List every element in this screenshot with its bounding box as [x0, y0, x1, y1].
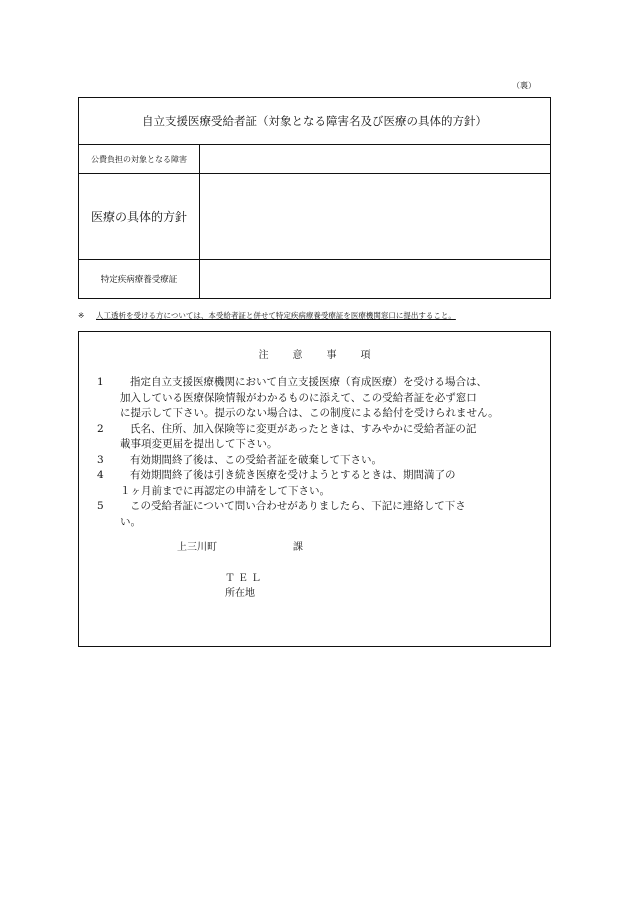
note-number: 3	[97, 453, 104, 466]
contact-address-label: 所在地	[225, 588, 255, 599]
notes-box	[78, 331, 551, 647]
note-line: 載事項変更届を提出して下さい。	[120, 438, 278, 450]
note-item	[97, 453, 522, 469]
note-line: い。	[120, 515, 141, 528]
note-item	[97, 468, 522, 499]
note-line: 加入している医療保険情報がわかるものに添えて、この受給者証を必ず窓口	[120, 391, 477, 404]
note-line: 有効期間終了後は、この受給者証を破棄して下さい。	[130, 453, 382, 466]
notes-title: 注意事項	[258, 350, 395, 361]
field-treatment-policy[interactable]	[200, 174, 550, 259]
field-specific-disease-card[interactable]	[200, 260, 550, 298]
row-label-treatment-policy: 医療の具体的方針	[79, 174, 200, 259]
note-item	[97, 375, 522, 422]
contact-tel-label: ＴＥＬ	[225, 573, 264, 584]
contact-town: 上三川町	[177, 542, 217, 553]
note-number: 5	[97, 500, 104, 512]
row-label-specific-disease-card: 特定疾病療養受療証	[79, 260, 200, 298]
note-line: 有効期間終了後は引き続き医療を受けようとするときは、期間満了の	[130, 469, 456, 481]
note-line: に提示して下さい。提示のない場合は、この制度による給付を受けられません。	[120, 407, 499, 419]
field-disability[interactable]	[200, 145, 550, 173]
note-item	[97, 422, 522, 453]
page-side-label: （裏）	[512, 81, 536, 90]
row-label-disability: 公費負担の対象となる障害	[79, 145, 200, 173]
note-number: 4	[97, 469, 104, 481]
note-item	[97, 499, 522, 530]
note-list	[97, 375, 522, 530]
dialysis-footnote	[78, 310, 548, 321]
contact-department: 課	[293, 542, 303, 553]
row-specific-disease-card	[79, 260, 550, 298]
note-line: 指定自立支援医療機関において自立支援医療（育成医療）を受ける場合は、	[130, 376, 487, 388]
note-line: １ヶ月前までに再認定の申請をして下さい。	[120, 484, 330, 497]
note-line: この受給者証について問い合わせがありましたら、下記に連絡して下さ	[130, 500, 466, 512]
row-disability	[79, 145, 550, 174]
footnote-text: 人工透析を受ける方については、本受給者証と併せて特定疾病療養受療証を医療機関窓口に提出すること。	[96, 311, 456, 320]
certificate-table	[78, 97, 551, 299]
note-number: 1	[97, 376, 104, 388]
note-line: 氏名、住所、加入保険等に変更があったときは、すみやかに受給者証の記	[130, 422, 477, 435]
note-number: 2	[97, 422, 104, 435]
row-treatment-policy	[79, 174, 550, 260]
certificate-title: 自立支援医療受給者証（対象となる障害名及び医療の具体的方針）	[79, 98, 550, 145]
footnote-mark: ※	[78, 311, 85, 320]
